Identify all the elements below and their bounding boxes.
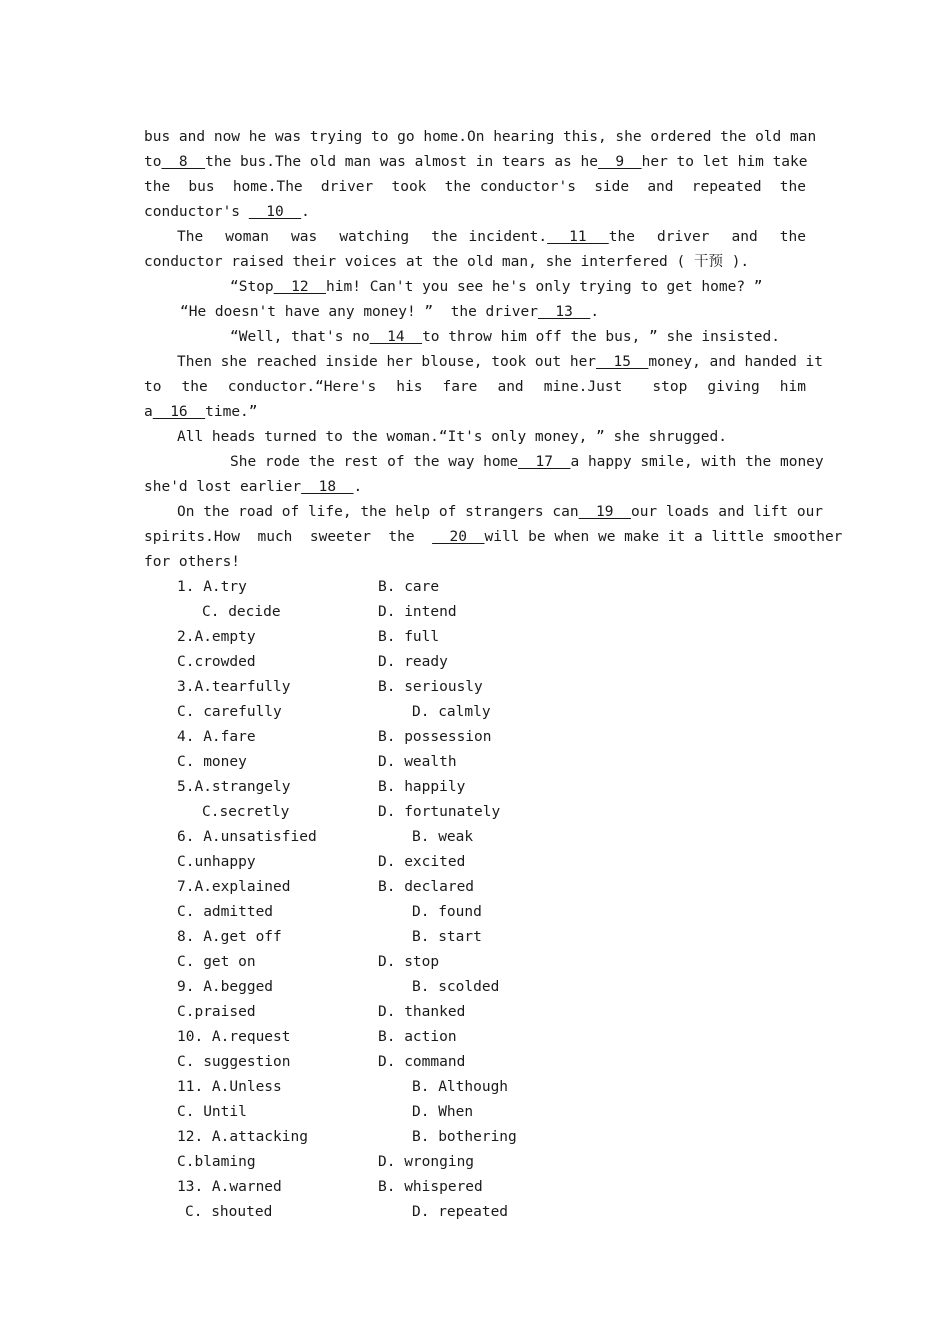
passage-line: On the road of life, the help of strangers can 19 our loads and lift our	[177, 504, 824, 520]
passage-line: a 16 time.”	[144, 404, 258, 420]
passage-line: “Well, that's no 14 to throw him off the bus, ” she insisted.	[230, 329, 780, 345]
option-a: 8. A.get off	[177, 929, 282, 945]
option-a: C.unhappy	[177, 854, 256, 870]
blank-18: 18	[301, 479, 354, 495]
option-a: 1. A.try	[177, 579, 247, 595]
option-b: D. fortunately	[378, 804, 501, 820]
option-b: D. command	[378, 1054, 466, 1070]
option-a: C. decide	[202, 604, 281, 620]
blank-14: 14	[369, 329, 423, 345]
passage-line: Then she reached inside her blouse, took out her 15 money, and handed it	[177, 354, 824, 370]
option-a: C.crowded	[177, 654, 256, 670]
passage-line: conductor's 10 .	[144, 204, 310, 220]
option-b: B. happily	[378, 779, 466, 795]
option-b: D. found	[412, 904, 482, 920]
blank-17: 17	[518, 454, 571, 470]
blank-11: 11	[547, 229, 609, 245]
option-a: 9. A.begged	[177, 979, 274, 995]
passage-line: The woman was watching the incident. 11 the driver and the	[177, 229, 806, 245]
option-a: C. money	[177, 754, 247, 770]
blank-10: 10	[248, 204, 302, 220]
passage-line: conductor raised their voices at the old man, she interfered ( 干预 ).	[144, 254, 750, 270]
passage-line: to the conductor.“Here's his fare and mine.Just stop giving him	[144, 379, 806, 395]
option-a: 12. A.attacking	[177, 1129, 308, 1145]
option-b: D. When	[412, 1104, 474, 1120]
passage-line: spirits.How much sweeter the 20 will be when we make it a little smoother	[144, 529, 843, 545]
option-a: 3.A.tearfully	[177, 679, 291, 695]
option-a: C.praised	[177, 1004, 256, 1020]
option-b: D. stop	[378, 954, 440, 970]
option-a: 7.A.explained	[177, 879, 291, 895]
option-b: D. repeated	[412, 1204, 509, 1220]
option-a: C. admitted	[177, 904, 274, 920]
option-a: 11. A.Unless	[177, 1079, 282, 1095]
passage-line: “Stop 12 him! Can't you see he's only trying to get home? ”	[230, 279, 763, 295]
passage-line: bus and now he was trying to go home.On hearing this, she ordered the old man	[144, 129, 817, 145]
option-a: 13. A.warned	[177, 1179, 282, 1195]
passage-line: she'd lost earlier 18 .	[144, 479, 363, 495]
option-b: B. possession	[378, 729, 492, 745]
blank-12: 12	[273, 279, 327, 295]
option-b: B. scolded	[412, 979, 500, 995]
blank-16: 16	[152, 404, 206, 420]
option-b: B. action	[378, 1029, 457, 1045]
blank-13: 13	[537, 304, 591, 320]
option-b: D. intend	[378, 604, 457, 620]
option-a: 6. A.unsatisfied	[177, 829, 317, 845]
passage-line: the bus home.The driver took the conductor's side and repeated the	[144, 179, 806, 195]
option-a: C. suggestion	[177, 1054, 291, 1070]
option-b: D. thanked	[378, 1004, 466, 1020]
option-b: D. wronging	[378, 1154, 475, 1170]
option-a: 4. A.fare	[177, 729, 256, 745]
option-b: B. seriously	[378, 679, 483, 695]
blank-19: 19	[578, 504, 631, 520]
blank-8: 8	[161, 154, 206, 170]
option-a: C.blaming	[177, 1154, 256, 1170]
passage-line: for others!	[144, 554, 241, 570]
option-a: 2.A.empty	[177, 629, 256, 645]
option-b: B. whispered	[378, 1179, 483, 1195]
option-a: C.secretly	[202, 804, 290, 820]
passage-line: All heads turned to the woman.“It's only money, ” she shrugged.	[177, 429, 727, 445]
option-a: C. shouted	[185, 1204, 273, 1220]
blank-20: 20	[432, 529, 485, 545]
option-a: C. Until	[177, 1104, 247, 1120]
option-a: 10. A.request	[177, 1029, 291, 1045]
option-b: B. care	[378, 579, 440, 595]
option-b: B. weak	[412, 829, 474, 845]
option-b: D. excited	[378, 854, 466, 870]
passage-line: “He doesn't have any money! ” the driver 13 .	[180, 304, 600, 320]
option-a: C. carefully	[177, 704, 282, 720]
option-b: B. full	[378, 629, 440, 645]
option-a: 5.A.strangely	[177, 779, 291, 795]
passage-line: to 8 the bus.The old man was almost in tears as he 9 her to let him take	[144, 154, 808, 170]
passage-line: She rode the rest of the way home 17 a happy smile, with the money	[230, 454, 824, 470]
blank-15: 15	[596, 354, 649, 370]
option-b: D. calmly	[412, 704, 491, 720]
option-b: B. declared	[378, 879, 475, 895]
option-b: D. wealth	[378, 754, 457, 770]
option-b: B. bothering	[412, 1129, 517, 1145]
blank-9: 9	[597, 154, 642, 170]
option-b: D. ready	[378, 654, 448, 670]
option-b: B. Although	[412, 1079, 509, 1095]
option-a: C. get on	[177, 954, 256, 970]
option-b: B. start	[412, 929, 482, 945]
